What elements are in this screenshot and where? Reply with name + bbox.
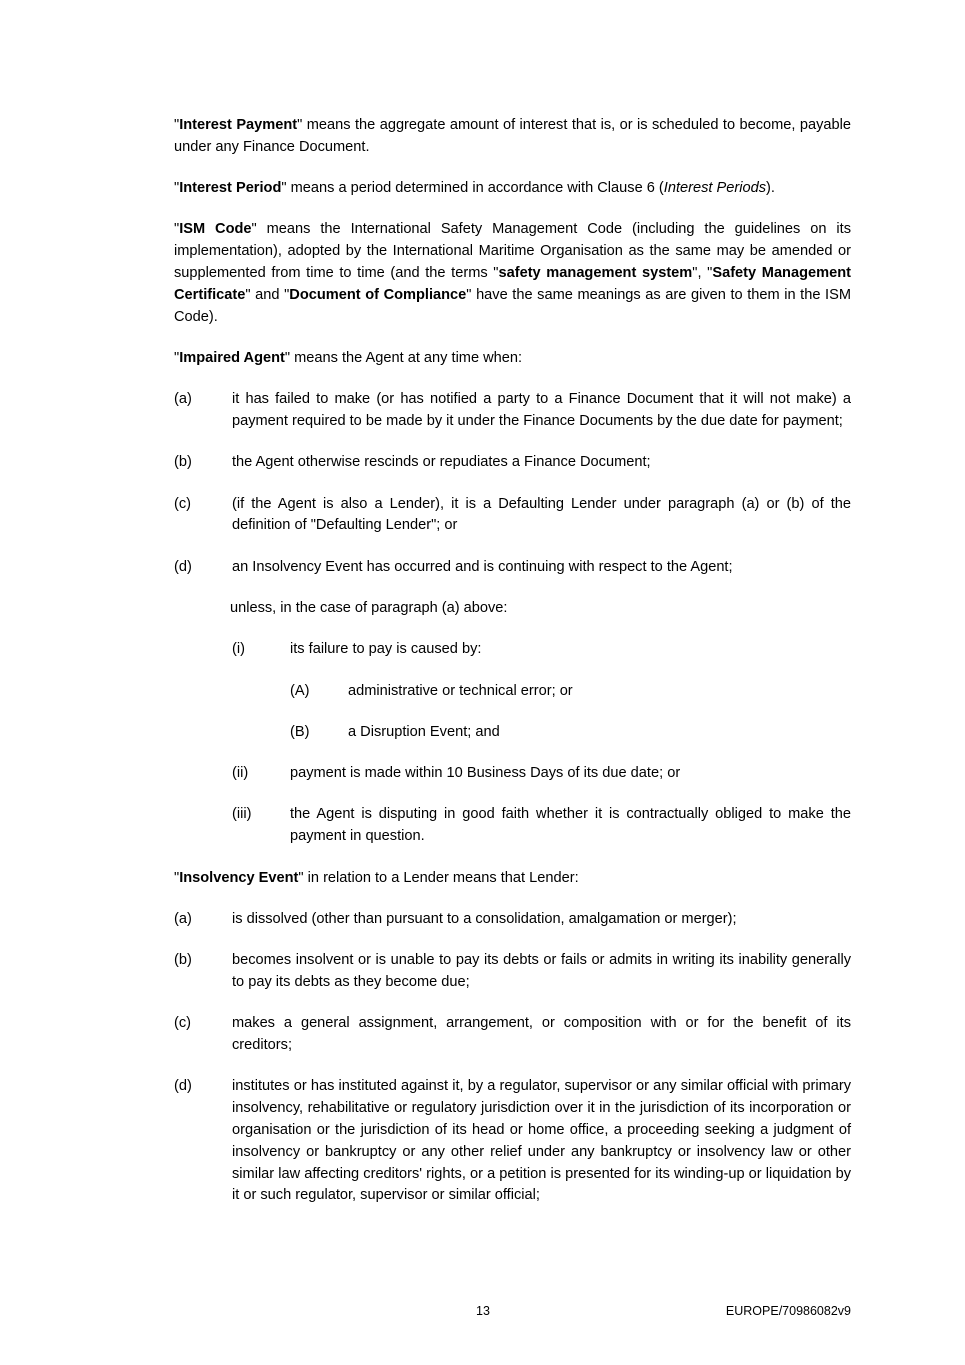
list-item: (a) it has failed to make (or has notified a party to a Finance Document that it will not make) a payment required to be made by it under the Finance Documents by the due date for payment; bbox=[174, 391, 851, 429]
defined-term: ISM Code bbox=[179, 221, 252, 238]
list-item: (b) becomes insolvent or is unable to pay its debts or fails or admits in writing its inability generally to pay its debts as they become due; bbox=[174, 952, 851, 990]
definition-ism-code: "ISM Code" means the International Safety Management Code (including the guidelines on its implementation), adopted by the International Maritime Organisation as the same may be amended or supplemented from time to time (and the terms "safety management system", "Safety Management Certificate" and "Document of Compliance" have the same meanings as are given to them in the ISM Code). bbox=[174, 221, 852, 325]
sub-sub-list-item: (B) a Disruption Event; and bbox=[290, 723, 500, 740]
list-item: (a) is dissolved (other than pursuant to a consolidation, amalgamation or merger); bbox=[174, 910, 737, 927]
list-item: (c) makes a general assignment, arrangement, or composition with or for the benefit of its creditors; bbox=[174, 1015, 851, 1054]
sub-list-item: (iii) the Agent is disputing in good faith whether it is contractually obliged to make the payment in question. bbox=[232, 806, 851, 845]
defined-term: Impaired Agent bbox=[179, 349, 285, 366]
defined-term: Insolvency Event bbox=[179, 869, 299, 886]
defined-term: Interest Period bbox=[179, 180, 282, 197]
defined-term: Interest Payment bbox=[179, 117, 298, 133]
definition-interest-period: "Interest Period" means a period determined in accordance with Clause 6 (Interest Periods). bbox=[174, 180, 775, 197]
document-body bbox=[174, 115, 851, 1227]
sub-sub-list-item: (A) administrative or technical error; or bbox=[290, 682, 573, 699]
sub-list-item: (i) its failure to pay is caused by: bbox=[232, 641, 482, 658]
sub-list-item: (ii) payment is made within 10 Business Days of its due date; or bbox=[232, 765, 681, 782]
list-item: (d) institutes or has instituted against it, by a regulator, supervisor or any similar official with primary insolvency, rehabilitative or regulatory jurisdiction over it in the jurisdiction of its incorporation or organisation or the jurisdiction of its head or home office, a proceeding seeking a judgment of insolvency or bankruptcy or any other relief under any bankruptcy or insolvency law or other similar law affecting creditors' rights, or a petition is presented for its winding-up or liquidation by it or such regulator, supervisor or similar official; bbox=[174, 1078, 851, 1204]
list-item: (c) (if the Agent is also a Lender), it is a Defaulting Lender under paragraph (a) or (b) of the definition of "Defaulting Lender"; or bbox=[174, 495, 851, 534]
clause-reference: Interest Periods bbox=[663, 180, 766, 197]
definition-insolvency-event: "Insolvency Event" in relation to a Lender means that Lender: bbox=[174, 869, 579, 886]
unless-clause: unless, in the case of paragraph (a) above: bbox=[230, 599, 508, 616]
definition-interest-payment: "Interest Payment" means the aggregate amount of interest that is, or is scheduled to become, payable under any Finance Document. bbox=[174, 117, 852, 155]
list-item: (b) the Agent otherwise rescinds or repudiates a Finance Document; bbox=[174, 454, 651, 471]
definition-impaired-agent: "Impaired Agent" means the Agent at any time when: bbox=[174, 349, 523, 366]
document-reference: EUROPE/70986082v9 bbox=[725, 1304, 851, 1318]
list-item: (d) an Insolvency Event has occurred and is continuing with respect to the Agent; bbox=[174, 558, 733, 575]
page-number: 13 bbox=[476, 1304, 490, 1318]
